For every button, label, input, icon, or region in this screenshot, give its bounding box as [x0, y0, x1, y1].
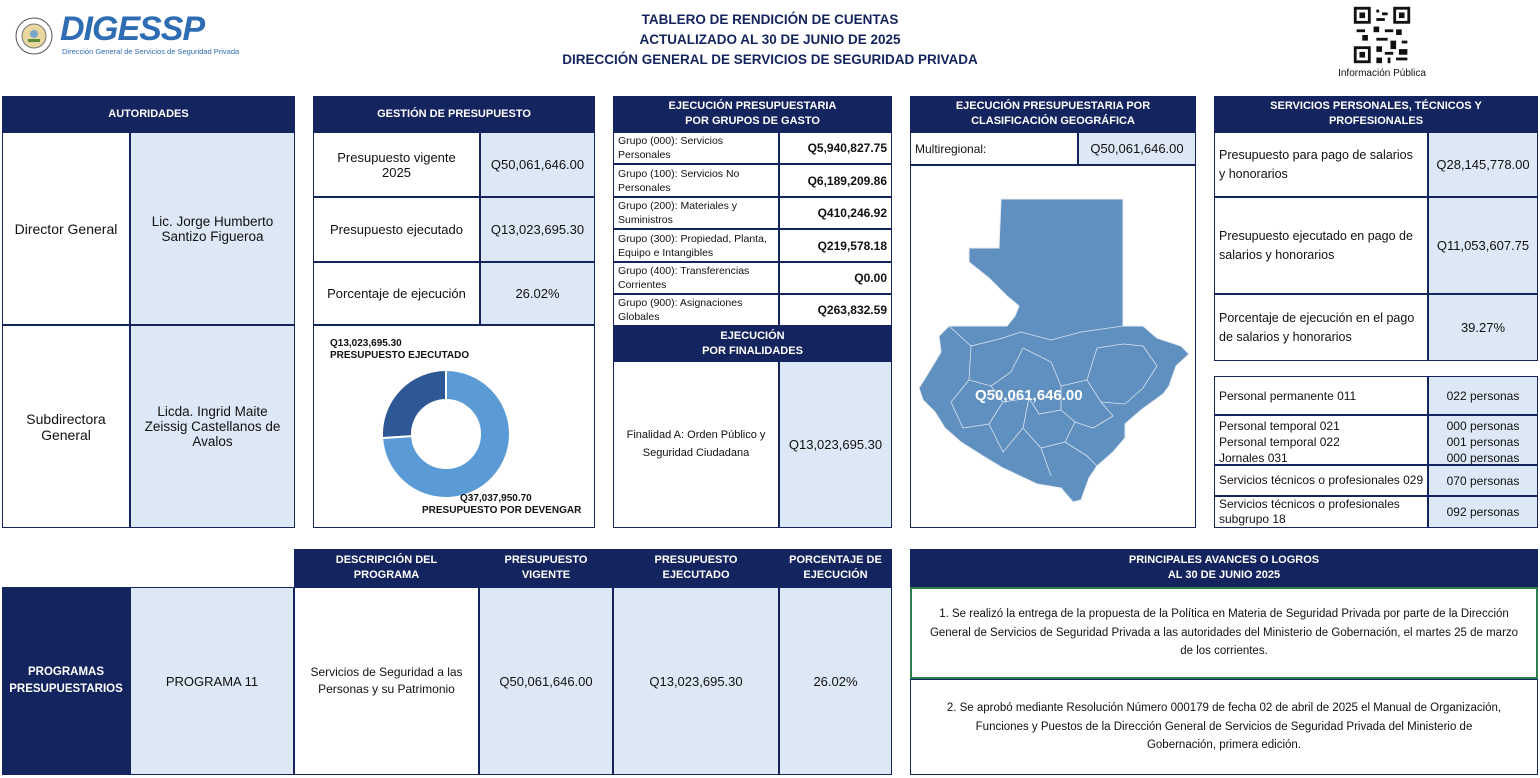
gestion-header: GESTIÓN DE PRESUPUESTO [313, 96, 595, 132]
personal-label-029: Servicios técnicos o profesionales 029 [1214, 465, 1428, 496]
personal-label-021: Personal temporal 021 [1219, 419, 1340, 433]
qr-code[interactable] [1349, 4, 1415, 66]
logro-item-2 [910, 679, 1538, 775]
personal-value-029: 070 personas [1428, 465, 1538, 496]
logo-text: DIGESSP [60, 10, 205, 48]
map-panel [910, 165, 1196, 528]
grupos-header [613, 96, 892, 132]
logo-subtitle: Dirección General de Servicios de Seguridad Privada [62, 47, 240, 56]
gestion-label-vigente: Presupuesto vigente 2025 [313, 132, 480, 197]
servicios-header-line2: PROFESIONALES [1328, 115, 1424, 127]
grupo-value: Q263,832.59 [779, 294, 892, 326]
logro-text-2: 2. Se aprobó mediante Resolución Número 000179 de fecha 02 de abril de 2025 el Manual de Organización, Funciones y Puestos de la Dirección General de Servicios de Seguridad Privada del Ministerio de Gobernación, primera edición. [946, 702, 1502, 752]
grupo-label: Grupo (000): Servicios Personales [613, 132, 779, 164]
col-porcentaje-header: PORCENTAJE DE EJECUCIÓN [779, 549, 892, 587]
subdirectora-role: Subdirectora General [2, 325, 130, 528]
servicios-label-porcentaje: Porcentaje de ejecución en el pago de salarios y honorarios [1214, 294, 1428, 361]
qr-caption: Información Pública [1338, 68, 1426, 79]
grupos-header-line2: POR GRUPOS DE GASTO [685, 115, 820, 127]
subdirectora-name: Licda. Ingrid Maite Zeissig Castellanos de Avalos [130, 325, 295, 528]
geografica-header [910, 96, 1196, 132]
col-ejecutado-header: PRESUPUESTO EJECUTADO [613, 549, 779, 587]
programas-row-title: PROGRAMAS PRESUPUESTARIOS [2, 587, 130, 775]
logros-header-line1: PRINCIPALES AVANCES O LOGROS [1128, 554, 1320, 567]
servicios-header-line1: SERVICIOS PERSONALES, TÉCNICOS Y [1270, 100, 1482, 113]
page-subtitle-entity: DIRECCIÓN GENERAL DE SERVICIOS DE SEGURIDAD PRIVADA [562, 52, 978, 67]
grupo-value: Q410,246.92 [779, 197, 892, 229]
guatemala-map-shape [919, 199, 1189, 502]
personal-label-031: Jornales 031 [1219, 451, 1288, 465]
programa-description: Servicios de Seguridad a las Personas y su Patrimonio [294, 587, 479, 775]
logro-item-1 [910, 587, 1538, 679]
logros-header-line2: AL 30 DE JUNIO 2025 [1167, 569, 1281, 581]
servicios-label-ejecutado: Presupuesto ejecutado en pago de salarios y honorarios [1214, 197, 1428, 294]
finalidades-header-line2: POR FINALIDADES [702, 344, 803, 357]
donut-chart [376, 364, 516, 504]
finalidades-header-line1: EJECUCIÓN [720, 329, 785, 342]
geografica-header-line2: CLASIFICACIÓN GEOGRÁFICA [971, 115, 1135, 127]
col-descripcion-header: DESCRIPCIÓN DEL PROGRAMA [294, 549, 479, 587]
page-subtitle-date: ACTUALIZADO AL 30 DE JUNIO DE 2025 [639, 32, 901, 47]
qr-code-icon [1349, 4, 1415, 66]
personal-label-subgrupo18: Servicios técnicos o profesionales subgrupo 18 [1214, 496, 1428, 528]
director-role: Director General [2, 132, 130, 325]
logro-text-1: 1. Se realizó la entrega de la propuesta de la Política en Materia de Seguridad Privada por parte de la Dirección General de Servicios de Seguridad Privada a las autoridades del Ministerio de Gobernación, el martes 25 de marzo de los corrientes. [929, 608, 1519, 658]
servicios-value-ejecutado: Q11,053,607.75 [1428, 197, 1538, 294]
grupo-label: Grupo (100): Servicios No Personales [613, 164, 779, 197]
gestion-value-ejecutado: Q13,023,695.30 [480, 197, 595, 262]
chart-label-devengar-name: PRESUPUESTO POR DEVENGAR [422, 505, 582, 516]
gestion-value-vigente: Q50,061,646.00 [480, 132, 595, 197]
grupo-label: Grupo (900): Asignaciones Globales [613, 294, 779, 326]
personal-temporal-values [1428, 415, 1538, 465]
multiregional-value: Q50,061,646.00 [1078, 132, 1196, 165]
director-name: Lic. Jorge Humberto Santizo Figueroa [130, 132, 295, 325]
personal-value-031: 000 personas [1446, 451, 1520, 465]
seal-icon [14, 16, 54, 56]
map-value-label: Q50,061,646.00 [975, 387, 1083, 404]
grupo-value: Q219,578.18 [779, 229, 892, 262]
servicios-value-porcentaje: 39.27% [1428, 294, 1538, 361]
servicios-header [1214, 96, 1538, 132]
programa-name: PROGRAMA 11 [130, 587, 294, 775]
chart-label-devengar-value: Q37,037,950.70 [460, 493, 532, 504]
logros-header [910, 549, 1538, 587]
grupo-value: Q0.00 [779, 262, 892, 294]
finalidades-header [613, 326, 892, 361]
geografica-header-line1: EJECUCIÓN PRESUPUESTARIA POR [955, 100, 1151, 113]
personal-label-011: Personal permanente 011 [1214, 376, 1428, 415]
page-title: TABLERO DE RENDICIÓN DE CUENTAS [641, 12, 899, 27]
personal-value-021: 000 personas [1446, 419, 1520, 433]
grupo-value: Q5,940,827.75 [779, 132, 892, 164]
grupo-label: Grupo (400): Transferencias Corrientes [613, 262, 779, 294]
grupo-label: Grupo (200): Materiales y Suministros [613, 197, 779, 229]
gestion-label-porcentaje: Porcentaje de ejecución [313, 262, 480, 325]
logo [14, 10, 254, 60]
personal-value-022: 001 personas [1446, 435, 1520, 449]
autoridades-header: AUTORIDADES [2, 96, 295, 132]
finalidad-label: Finalidad A: Orden Público y Seguridad Ciudadana [613, 361, 779, 528]
grupo-label: Grupo (300): Propiedad, Planta, Equipo e Intangibles [613, 229, 779, 262]
chart-label-ejecutado-value: Q13,023,695.30 [330, 338, 402, 349]
grupos-header-line1: EJECUCIÓN PRESUPUESTARIA [668, 100, 837, 113]
servicios-label-presupuesto: Presupuesto para pago de salarios y honorarios [1214, 132, 1428, 197]
personal-temporal-labels [1214, 415, 1428, 465]
servicios-value-presupuesto: Q28,145,778.00 [1428, 132, 1538, 197]
personal-value-subgrupo18: 092 personas [1428, 496, 1538, 528]
finalidad-value: Q13,023,695.30 [779, 361, 892, 528]
donut-slice-ejecutado [382, 370, 446, 438]
programa-ejecutado: Q13,023,695.30 [613, 587, 779, 775]
chart-label-ejecutado-name: PRESUPUESTO EJECUTADO [330, 350, 470, 361]
personal-label-022: Personal temporal 022 [1219, 435, 1340, 449]
grupo-value: Q6,189,209.86 [779, 164, 892, 197]
gestion-label-ejecutado: Presupuesto ejecutado [313, 197, 480, 262]
col-vigente-header: PRESUPUESTO VIGENTE [479, 549, 613, 587]
guatemala-map [911, 166, 1195, 527]
personal-value-011: 022 personas [1428, 376, 1538, 415]
multiregional-label: Multiregional: [910, 132, 1078, 165]
gestion-value-porcentaje: 26.02% [480, 262, 595, 325]
programa-vigente: Q50,061,646.00 [479, 587, 613, 775]
programa-porcentaje: 26.02% [779, 587, 892, 775]
donut-chart-panel [313, 325, 595, 528]
